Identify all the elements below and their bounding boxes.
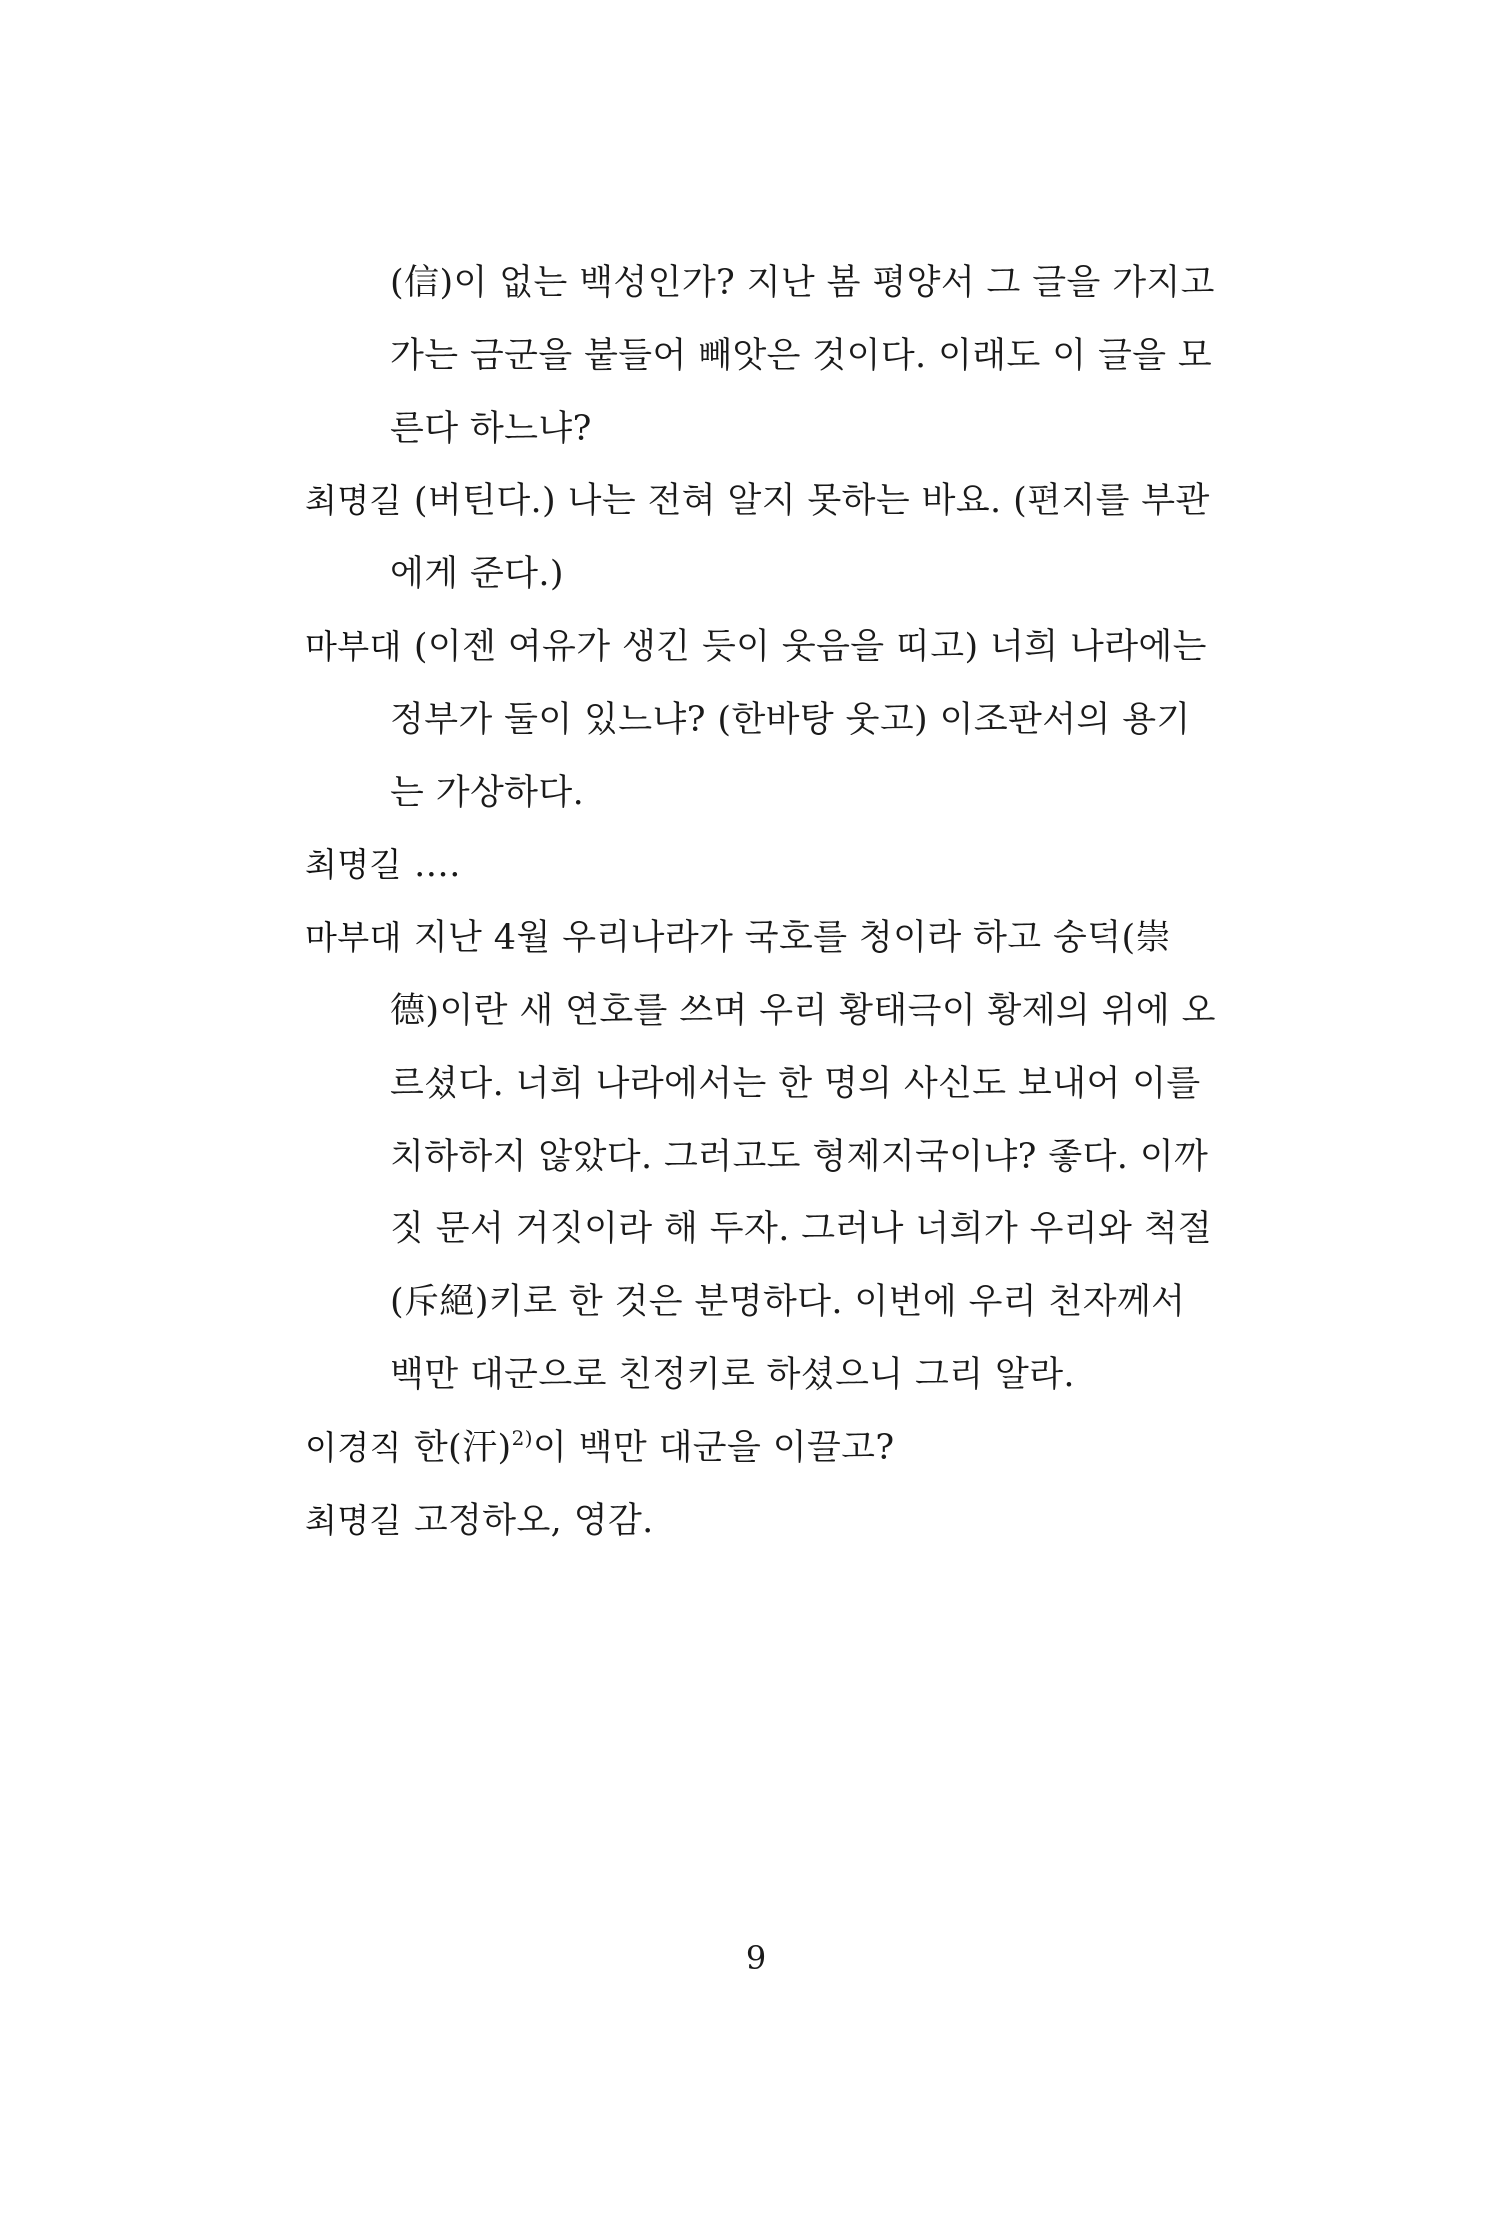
dialogue-entry bbox=[305, 1485, 1240, 1558]
speaker-name: 마부대 bbox=[305, 918, 402, 958]
dialogue-text: (이젠 여유가 생긴 듯이 웃음을 띠고) 너희 나라에는 bbox=[413, 626, 1207, 667]
dialogue-entry bbox=[305, 1412, 1240, 1485]
text-line: 르셨다. 너희 나라에서는 한 명의 사신도 보내어 이를 bbox=[390, 1063, 1201, 1104]
footnote-reference[interactable]: 2) bbox=[511, 1425, 533, 1450]
dialogue-continuation bbox=[305, 247, 1240, 465]
dialogue-text: (버틴다.) 나는 전혀 알지 못하는 바요. (편지를 부관 bbox=[413, 481, 1210, 522]
text-line: 백만 대군으로 친정키로 하셨으니 그리 알라. bbox=[390, 1354, 1075, 1395]
dialogue-text: 한(汗) bbox=[413, 1427, 512, 1468]
speaker-name: 최명길 bbox=[305, 1500, 402, 1540]
dialogue-entry bbox=[305, 611, 1240, 829]
speaker-name: 최명길 bbox=[305, 845, 402, 885]
dialogue-entry bbox=[305, 465, 1240, 611]
text-line bbox=[305, 1412, 1240, 1485]
text-line: (斥絕)키로 한 것은 분명하다. 이번에 우리 천자께서 bbox=[390, 1282, 1186, 1323]
text-line: 는 가상하다. bbox=[390, 772, 585, 813]
speaker-name: 이경직 bbox=[305, 1427, 402, 1467]
text-line bbox=[305, 611, 1240, 684]
dialogue-body bbox=[305, 247, 1240, 1557]
text-line: 른다 하느냐? bbox=[390, 408, 592, 449]
dialogue-entry bbox=[305, 902, 1240, 1412]
text-line bbox=[305, 902, 1240, 975]
text-line: 德)이란 새 연호를 쓰며 우리 황태극이 황제의 위에 오 bbox=[390, 990, 1216, 1031]
dialogue-entry bbox=[305, 829, 1240, 902]
speaker-name: 마부대 bbox=[305, 626, 402, 666]
text-line bbox=[305, 465, 1240, 538]
text-line: 짓 문서 거짓이라 해 두자. 그러나 너희가 우리와 척절 bbox=[390, 1209, 1213, 1250]
dialogue-text: 이 백만 대군을 이끌고? bbox=[532, 1427, 895, 1468]
text-line bbox=[305, 1485, 1240, 1558]
text-line: (信)이 없는 백성인가? 지난 봄 평양서 그 글을 가지고 bbox=[390, 263, 1215, 303]
text-line: 가는 금군을 붙들어 빼앗은 것이다. 이래도 이 글을 모 bbox=[390, 335, 1213, 376]
text-line bbox=[305, 829, 1240, 902]
speaker-name: 최명길 bbox=[305, 481, 402, 521]
text-line: 치하하지 않았다. 그러고도 형제지국이냐? 좋다. 이까 bbox=[390, 1136, 1209, 1177]
text-line: 에게 준다.) bbox=[390, 554, 564, 595]
dialogue-text: 고정하오, 영감. bbox=[413, 1500, 654, 1541]
dialogue-text: 지난 4월 우리나라가 국호를 청이라 하고 숭덕(崇 bbox=[413, 918, 1171, 959]
dialogue-text: …. bbox=[413, 845, 461, 886]
text-line: 정부가 둘이 있느냐? (한바탕 웃고) 이조판서의 용기 bbox=[390, 699, 1191, 740]
page-number: 9 bbox=[745, 1939, 767, 1977]
